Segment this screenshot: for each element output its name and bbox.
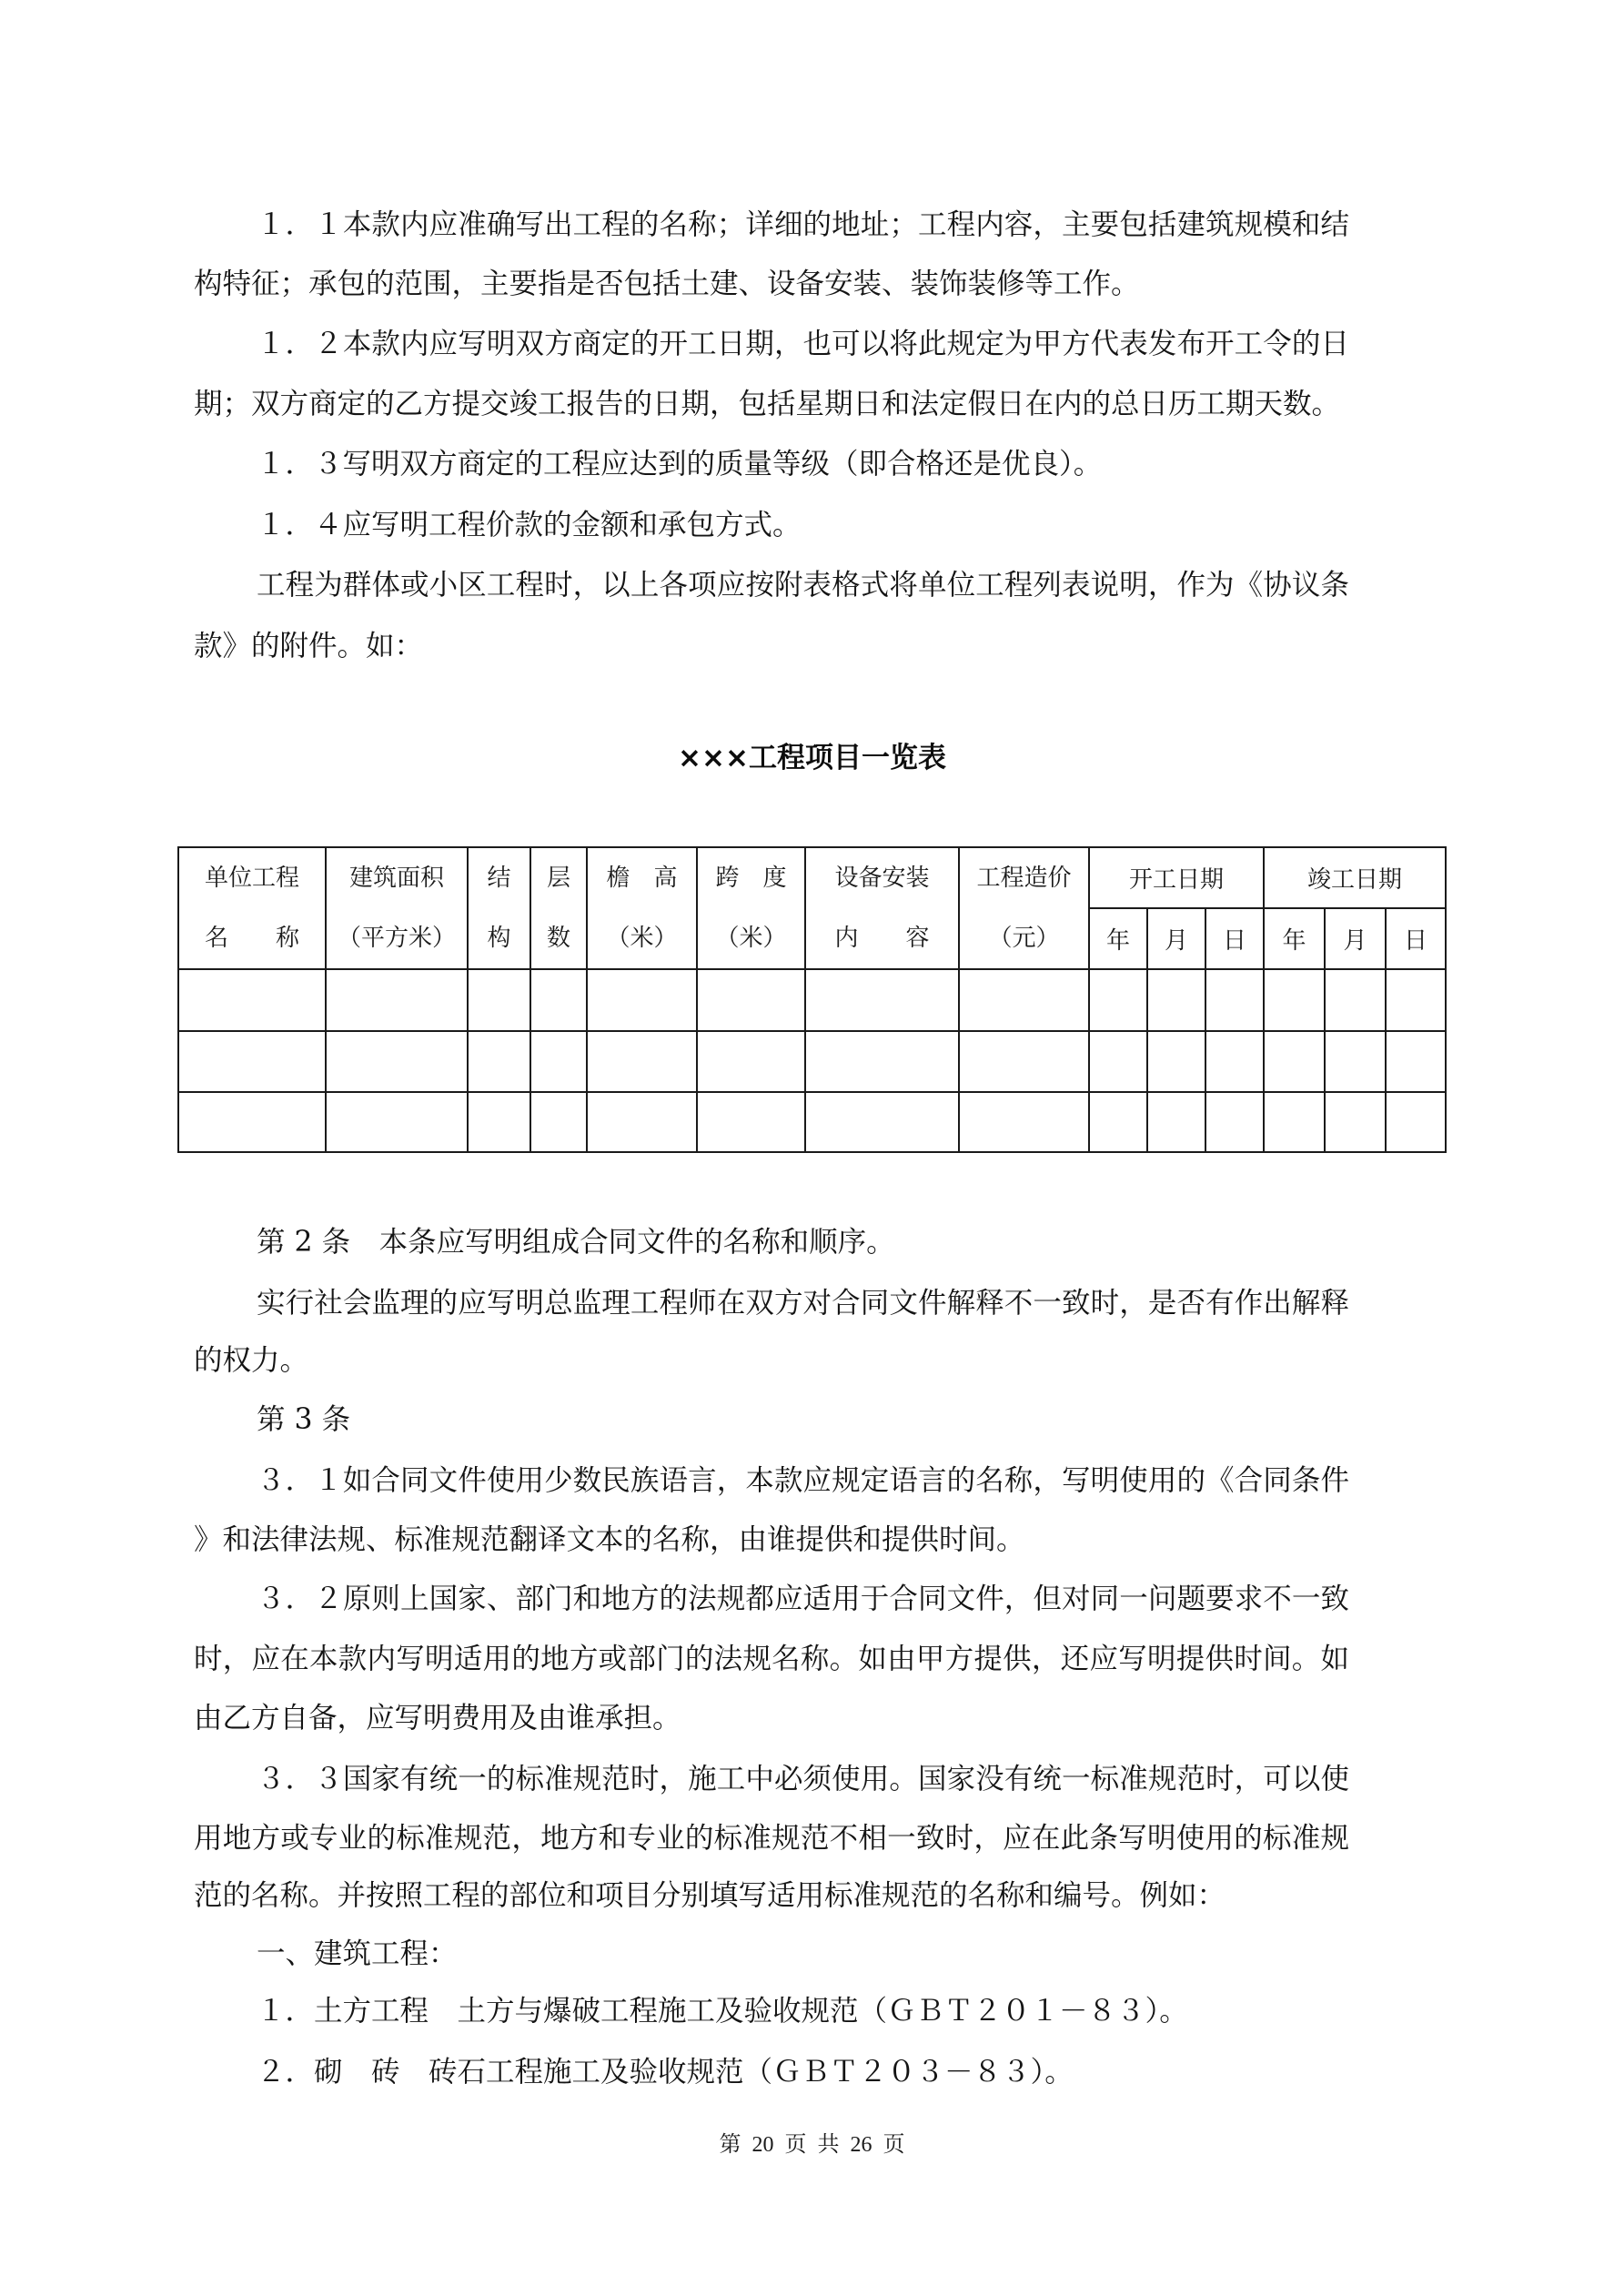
article-2-para-line-1: 实行社会监理的应写明总监理工程师在双方对合同文件解释不一致时，是否有作出解释: [257, 1287, 1349, 1320]
paragraph-3-3-line-2: 用地方或专业的标准规范，地方和专业的标准规范不相一致时，应在此条写明使用的标准规: [194, 1822, 1349, 1855]
table-cell: [1089, 1092, 1147, 1152]
paragraph-3-1-line-1: ３．１如合同文件使用少数民族语言，本款应规定语言的名称，写明使用的《合同条件: [257, 1464, 1349, 1497]
section-building-heading: 一、建筑工程：: [257, 1937, 458, 1970]
table-cell: [1264, 969, 1325, 1031]
table-cell: [178, 1031, 326, 1092]
table-cell: [805, 969, 959, 1031]
table-cell: [1205, 969, 1264, 1031]
header-label: 跨 度: [715, 865, 787, 892]
table-cell: [587, 1092, 697, 1152]
table-cell: [697, 969, 805, 1031]
table-cell: [1264, 1092, 1325, 1152]
header-span: [697, 847, 805, 969]
paragraph-3-1-line-2: 》和法律法规、标准规范翻译文本的名称，由谁提供和提供时间。: [194, 1523, 1025, 1556]
table-cell: [1325, 1031, 1386, 1092]
header-floors: [530, 847, 587, 969]
table-cell: [326, 1031, 468, 1092]
table-cell: [1205, 1092, 1264, 1152]
paragraph-1-3: １．３写明双方商定的工程应达到的质量等级（即合格还是优良）。: [257, 448, 1103, 480]
header-label: 结: [487, 865, 511, 892]
table-cell: [1089, 1031, 1147, 1092]
header-label: 构: [487, 925, 511, 952]
paragraph-3-2-line-3: 由乙方自备，应写明费用及由谁承担。: [194, 1702, 681, 1735]
subheader-end-day: 日: [1386, 908, 1446, 969]
header-label: 工程造价: [976, 865, 1072, 892]
paragraph-1-1-line-2: 构特征；承包的范围，主要指是否包括土建、设备安装、装饰装修等工作。: [194, 268, 1140, 300]
subheader-start-year: 年: [1089, 908, 1147, 969]
header-label: 内 容: [834, 925, 930, 952]
table-row: [178, 1092, 1446, 1152]
header-label: 层: [546, 865, 570, 892]
table-cell: [468, 1031, 530, 1092]
table-cell: [530, 1031, 587, 1092]
table-cell: [178, 1092, 326, 1152]
table-cell: [1147, 969, 1205, 1031]
table-cell: [326, 969, 468, 1031]
table-cell: [697, 1092, 805, 1152]
table-cell: [587, 1031, 697, 1092]
table-cell: [468, 969, 530, 1031]
subheader-start-day: 日: [1205, 908, 1264, 969]
paragraph-group-line-2: 款》的附件。如：: [194, 630, 424, 663]
standard-item-1: １．土方工程 土方与爆破工程施工及验收规范（ＧＢＴ２０１－８３）。: [257, 1995, 1188, 2028]
header-label: 檐 高: [606, 865, 678, 892]
table-cell: [1205, 1031, 1264, 1092]
table-cell: [530, 1092, 587, 1152]
header-label: （元）: [988, 925, 1060, 952]
table-cell: [530, 969, 587, 1031]
header-start-date: 开工日期: [1089, 847, 1264, 908]
paragraph-1-2-line-2: 期；双方商定的乙方提交竣工报告的日期，包括星期日和法定假日在内的总日历工期天数。: [194, 388, 1341, 420]
project-list-table: [177, 846, 1447, 1153]
subheader-end-year: 年: [1264, 908, 1325, 969]
header-label: （米）: [715, 925, 787, 952]
header-completion-date: 竣工日期: [1264, 847, 1446, 908]
header-eave-height: [587, 847, 697, 969]
table-cell: [1325, 1092, 1386, 1152]
paragraph-3-3-line-3: 范的名称。并按照工程的部位和项目分别填写适用标准规范的名称和编号。例如：: [194, 1879, 1226, 1912]
table-cell: [178, 969, 326, 1031]
header-label: 单位工程: [204, 865, 299, 892]
table-cell: [959, 969, 1089, 1031]
table-cell: [1386, 1031, 1446, 1092]
header-label: 数: [546, 925, 570, 952]
header-cost: [959, 847, 1089, 969]
table-header-row: [178, 847, 1446, 908]
page-footer: 第 20 页 共 26 页: [719, 2133, 905, 2157]
paragraph-1-4: １．４应写明工程价款的金额和承包方式。: [257, 509, 802, 541]
table-title: ×××工程项目一览表: [678, 742, 946, 774]
header-unit-name: [178, 847, 326, 969]
paragraph-3-2-line-1: ３．２原则上国家、部门和地方的法规都应适用于合同文件，但对同一问题要求不一致: [257, 1583, 1349, 1615]
table-row: [178, 1031, 1446, 1092]
header-label: 建筑面积: [348, 865, 444, 892]
table-cell: [959, 1092, 1089, 1152]
header-label: （米）: [606, 925, 678, 952]
standard-item-2: ２．砌 砖 砖石工程施工及验收规范（ＧＢＴ２０３－８３）。: [257, 2056, 1074, 2089]
paragraph-1-2-line-1: １．２本款内应写明双方商定的开工日期，也可以将此规定为甲方代表发布开工令的日: [257, 328, 1349, 360]
table-body: [178, 969, 1446, 1152]
paragraph-3-3-line-1: ３．３国家有统一的标准规范时，施工中必须使用。国家没有统一标准规范时，可以使: [257, 1763, 1349, 1795]
header-floor-area: [326, 847, 468, 969]
table-cell: [697, 1031, 805, 1092]
table-cell: [1325, 969, 1386, 1031]
subheader-start-month: 月: [1147, 908, 1205, 969]
subheader-end-month: 月: [1325, 908, 1386, 969]
paragraph-3-2-line-2: 时，应在本款内写明适用的地方或部门的法规名称。如由甲方提供，还应写明提供时间。如: [194, 1643, 1349, 1675]
article-2-para-line-2: 的权力。: [194, 1344, 309, 1377]
table-cell: [326, 1092, 468, 1152]
paragraph-1-1-line-1: １．１本款内应准确写出工程的名称；详细的地址；工程内容，主要包括建筑规模和结: [257, 208, 1349, 241]
table-cell: [468, 1092, 530, 1152]
table-cell: [1147, 1092, 1205, 1152]
paragraph-group-line-1: 工程为群体或小区工程时，以上各项应按附表格式将单位工程列表说明，作为《协议条: [257, 569, 1349, 602]
table-row: [178, 969, 1446, 1031]
table-cell: [805, 1092, 959, 1152]
table-cell: [805, 1031, 959, 1092]
table-cell: [1386, 969, 1446, 1031]
header-label: 名 称: [204, 925, 299, 952]
article-2-heading: 第 2 条 本条应写明组成合同文件的名称和顺序。: [257, 1226, 895, 1259]
header-equipment: [805, 847, 959, 969]
table-cell: [1264, 1031, 1325, 1092]
table-cell: [1386, 1092, 1446, 1152]
header-label: 设备安装: [834, 865, 930, 892]
header-structure: [468, 847, 530, 969]
table-cell: [587, 969, 697, 1031]
table-cell: [1089, 969, 1147, 1031]
header-label: （平方米）: [337, 925, 456, 952]
article-3-heading: 第 3 条: [257, 1403, 351, 1436]
table-cell: [959, 1031, 1089, 1092]
table-cell: [1147, 1031, 1205, 1092]
